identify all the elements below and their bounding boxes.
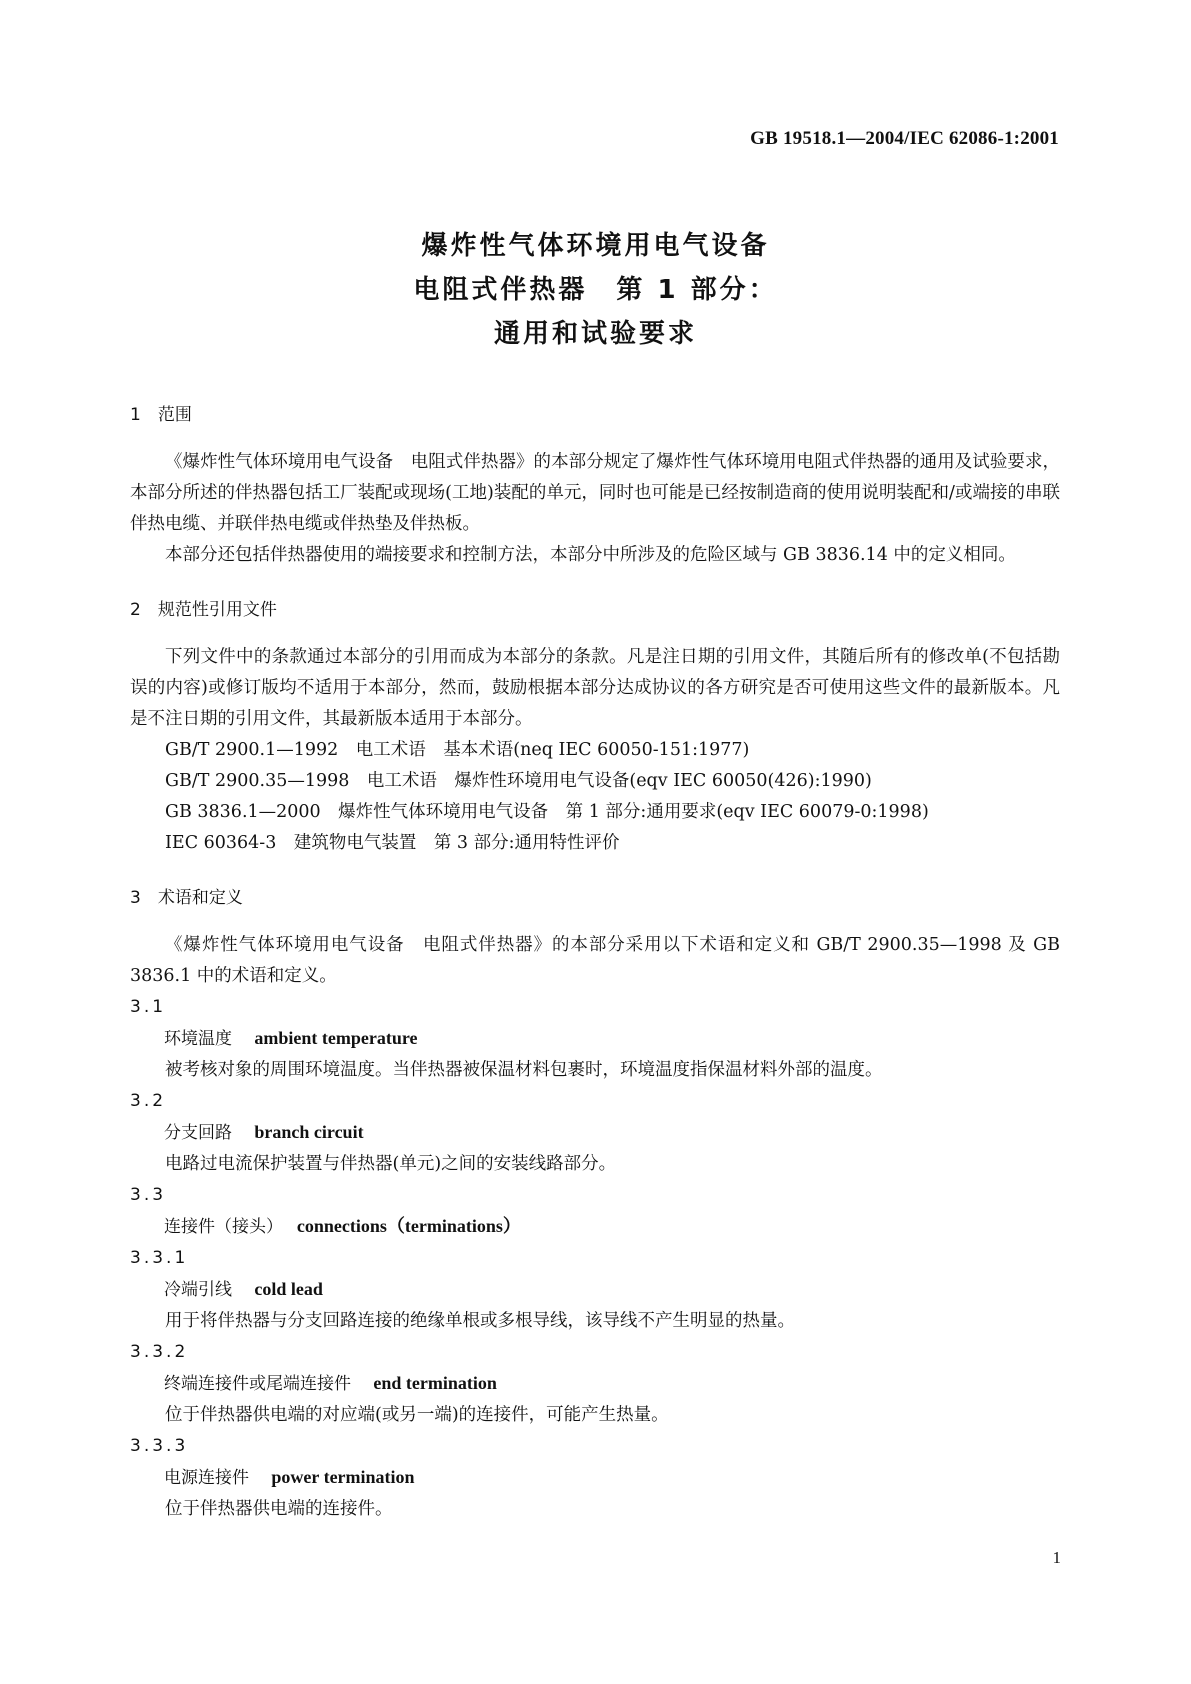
term-definition: 电路过电流保护装置与伴热器(单元)之间的安装线路部分。 bbox=[165, 1154, 617, 1174]
reference-item: GB/T 2900.35—1998 电工术语 爆炸性环境用电气设备(eqv IEC 60050(426):1990) bbox=[165, 771, 872, 791]
term-english: ambient temperature bbox=[254, 1028, 418, 1048]
title-line-3: 通用和试验要求 bbox=[493, 319, 697, 349]
clause-number: 3.3 bbox=[130, 1185, 167, 1205]
term-english: end termination bbox=[373, 1373, 497, 1393]
term-chinese: 分支回路 bbox=[164, 1123, 232, 1143]
term-chinese: 终端连接件或尾端连接件 bbox=[164, 1374, 351, 1394]
section-1-paragraph-1: 《爆炸性气体环境用电气设备 电阻式伴热器》的本部分规定了爆炸性气体环境用电阻式伴热器的通用及试验要求，本部分所述的伴热器包括工厂装配或现场(工地)装配的单元，同时也可能是已经按制造商的使用说明装配和/或端接的串联伴热电缆、并联伴热电缆或伴热垫及伴热板。 bbox=[130, 452, 1060, 534]
term-chinese: 电源连接件 bbox=[164, 1468, 249, 1488]
term-english: power termination bbox=[271, 1467, 415, 1487]
term-english: branch circuit bbox=[254, 1122, 364, 1142]
page-number: 1 bbox=[1052, 1548, 1061, 1567]
term-english: connections（terminations） bbox=[296, 1216, 521, 1236]
section-2-heading: 2 规范性引用文件 bbox=[130, 600, 277, 620]
term-chinese: 连接件（接头） bbox=[164, 1217, 275, 1237]
term-line bbox=[130, 1117, 1060, 1149]
term-chinese: 冷端引线 bbox=[164, 1280, 232, 1300]
section-3-heading: 3 术语和定义 bbox=[130, 888, 243, 908]
section-1-paragraph-2: 本部分还包括伴热器使用的端接要求和控制方法，本部分中所涉及的危险区域与 GB 3836.14 中的定义相同。 bbox=[165, 545, 1016, 565]
term-definition: 位于伴热器供电端的对应端(或另一端)的连接件，可能产生热量。 bbox=[165, 1405, 669, 1425]
document-title bbox=[0, 224, 1191, 356]
clause-number: 3.3.2 bbox=[130, 1342, 189, 1362]
document-body bbox=[130, 400, 1060, 1525]
reference-item: GB 3836.1—2000 爆炸性气体环境用电气设备 第 1 部分:通用要求(eqv IEC 60079-0:1998) bbox=[165, 802, 929, 822]
term-line bbox=[130, 1368, 1060, 1400]
standard-number: GB 19518.1—2004/IEC 62086-1:2001 bbox=[750, 128, 1059, 149]
reference-item: IEC 60364-3 建筑物电气装置 第 3 部分:通用特性评价 bbox=[165, 833, 620, 853]
clause-number: 3.1 bbox=[130, 997, 167, 1017]
reference-item: GB/T 2900.1—1992 电工术语 基本术语(neq IEC 60050-151:1977) bbox=[165, 740, 750, 760]
term-definition: 位于伴热器供电端的连接件。 bbox=[165, 1499, 393, 1519]
title-line-2: 电阻式伴热器 第 1 部分： bbox=[413, 275, 778, 305]
term-chinese: 环境温度 bbox=[164, 1029, 232, 1049]
term-english: cold lead bbox=[254, 1279, 323, 1299]
term-definition: 被考核对象的周围环境温度。当伴热器被保温材料包裹时，环境温度指保温材料外部的温度。 bbox=[165, 1060, 883, 1080]
term-line bbox=[130, 1211, 1060, 1243]
section-2-paragraph-1: 下列文件中的条款通过本部分的引用而成为本部分的条款。凡是注日期的引用文件，其随后所有的修改单(不包括勘误的内容)或修订版均不适用于本部分，然而，鼓励根据本部分达成协议的各方研究是否可使用这些文件的最新版本。凡是不注日期的引用文件，其最新版本适用于本部分。 bbox=[130, 647, 1060, 729]
clause-number: 3.3.1 bbox=[130, 1248, 189, 1268]
term-definition: 用于将伴热器与分支回路连接的绝缘单根或多根导线，该导线不产生明显的热量。 bbox=[165, 1311, 795, 1331]
clause-number: 3.2 bbox=[130, 1091, 167, 1111]
term-line bbox=[130, 1462, 1060, 1494]
term-line bbox=[130, 1023, 1060, 1055]
term-line bbox=[130, 1274, 1060, 1306]
section-1-heading: 1 范围 bbox=[130, 405, 192, 425]
title-line-1: 爆炸性气体环境用电气设备 bbox=[421, 231, 770, 261]
clause-number: 3.3.3 bbox=[130, 1436, 189, 1456]
section-3-paragraph-1: 《爆炸性气体环境用电气设备 电阻式伴热器》的本部分采用以下术语和定义和 GB/T 2900.35—1998 及 GB 3836.1 中的术语和定义。 bbox=[130, 935, 1060, 986]
